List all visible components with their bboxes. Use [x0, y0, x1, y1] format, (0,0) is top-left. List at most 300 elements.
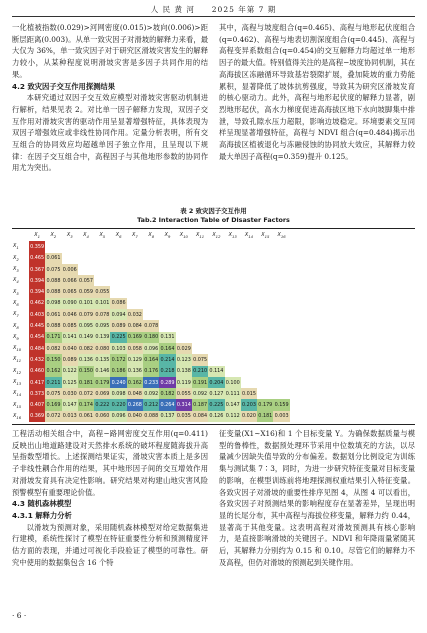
q-value-cell: 0.123: [176, 354, 192, 365]
table-row: [12, 399, 290, 410]
empty-cell: [257, 275, 273, 286]
empty-cell: [127, 275, 143, 286]
q-value-cell: 0.218: [159, 366, 175, 377]
empty-cell: [208, 343, 224, 354]
q-value-cell: 0.129: [127, 354, 143, 365]
q-value-cell: 0.147: [225, 399, 241, 410]
q-value-cell: 0.079: [78, 309, 94, 320]
empty-cell: [225, 309, 241, 320]
empty-cell: [143, 253, 159, 264]
table-row: [12, 411, 290, 422]
q-value-cell: 0.150: [45, 354, 61, 365]
empty-cell: [225, 275, 241, 286]
q-value-cell: 0.088: [45, 286, 61, 297]
empty-cell: [143, 298, 159, 309]
empty-cell: [78, 253, 94, 264]
table-row: [12, 343, 290, 354]
column-header: $X_5$: [99, 232, 106, 240]
row-header: $X_{15}$: [13, 401, 22, 409]
q-value-cell: 0.078: [94, 309, 110, 320]
q-value-cell: 0.454: [29, 332, 45, 343]
q-value-cell: 0.465: [29, 253, 45, 264]
empty-cell: [176, 253, 192, 264]
row-header: $X_{12}$: [13, 367, 22, 375]
matrix-corner: [12, 230, 29, 241]
empty-cell: [159, 241, 175, 252]
column-header: $X_7$: [132, 232, 138, 240]
q-value-cell: 0.141: [62, 332, 78, 343]
empty-cell: [273, 388, 289, 399]
empty-cell: [273, 343, 289, 354]
q-value-cell: 0.082: [45, 343, 61, 354]
q-value-cell: 0.222: [94, 399, 110, 410]
q-value-cell: 0.075: [45, 264, 61, 275]
empty-cell: [176, 309, 192, 320]
row-header: $X_8$: [13, 322, 19, 330]
empty-cell: [159, 309, 175, 320]
empty-cell: [257, 388, 273, 399]
table-row: [12, 275, 290, 286]
q-value-cell: 0.013: [62, 411, 78, 422]
column-header: $X_{10}$: [179, 232, 188, 240]
empty-cell: [273, 366, 289, 377]
column-header: $X_2$: [50, 232, 57, 240]
empty-cell: [143, 275, 159, 286]
empty-cell: [208, 264, 224, 275]
q-value-cell: 0.225: [208, 399, 224, 410]
q-value-cell: 0.127: [208, 388, 224, 399]
q-value-cell: 0.126: [208, 411, 224, 422]
q-value-cell: 0.407: [29, 399, 45, 410]
empty-cell: [257, 264, 273, 275]
row-header: $X_1$: [13, 243, 19, 251]
q-value-cell: 0.179: [257, 399, 273, 410]
table-caption-cn: 表 2 致灾因子交互作用: [180, 207, 247, 215]
row-header: $X_7$: [13, 311, 19, 319]
table-row: [12, 309, 290, 320]
empty-cell: [176, 241, 192, 252]
q-value-cell: 0.065: [62, 286, 78, 297]
empty-cell: [273, 332, 289, 343]
q-value-cell: 0.367: [29, 264, 45, 275]
empty-cell: [273, 309, 289, 320]
q-value-cell: 0.040: [127, 411, 143, 422]
q-value-cell: 0.136: [127, 366, 143, 377]
q-value-cell: 0.103: [110, 343, 126, 354]
empty-cell: [110, 241, 126, 252]
q-value-cell: 0.162: [127, 377, 143, 388]
q-value-cell: 0.122: [62, 366, 78, 377]
row-header: $X_6$: [13, 299, 19, 307]
row-header: $X_{11}$: [13, 356, 22, 364]
q-value-cell: 0.174: [78, 399, 94, 410]
empty-cell: [127, 241, 143, 252]
empty-cell: [273, 298, 289, 309]
column-header: $X_{12}$: [212, 232, 221, 240]
empty-cell: [159, 264, 175, 275]
column-header: $X_{15}$: [261, 232, 270, 240]
column-header: $X_3$: [66, 232, 73, 240]
q-value-cell: 0.203: [241, 399, 257, 410]
q-value-cell: 0.210: [192, 366, 208, 377]
q-value-cell: 0.078: [143, 320, 159, 331]
q-value-cell: 0.462: [29, 298, 45, 309]
empty-cell: [225, 366, 241, 377]
q-value-cell: 0.150: [78, 366, 94, 377]
paragraph: 本研究通过双因子交互效应模型对滑坡灾害驱动机制进行解析，结果见表 2。对比单一因子解释力发现，双因子交互作用对滑坡灾害的驱动作用呈显著增强特征，具体表现为双因子增强效应或非线性协同作用。定量分析表明，所有交互组合的协同效应均超越单因子独立作用，且呈现以下规律：在因子交互组合中，高程因子与其他地形参数的协同作用尤为突出。: [12, 93, 208, 173]
q-value-cell: 0.072: [78, 388, 94, 399]
table-row: [12, 366, 290, 377]
q-value-cell: 0.055: [176, 388, 192, 399]
empty-cell: [225, 320, 241, 331]
q-value-cell: 0.204: [208, 377, 224, 388]
empty-cell: [225, 332, 241, 343]
empty-cell: [192, 332, 208, 343]
empty-cell: [94, 275, 110, 286]
empty-cell: [176, 264, 192, 275]
empty-cell: [127, 286, 143, 297]
empty-cell: [62, 253, 78, 264]
empty-cell: [208, 320, 224, 331]
empty-cell: [257, 354, 273, 365]
q-value-cell: 0.015: [241, 388, 257, 399]
table-caption-en: Tab.2 Interaction Table of Disaster Factors: [137, 216, 290, 224]
table-row: [12, 388, 290, 399]
q-value-cell: 0.225: [110, 332, 126, 343]
section-heading-4-2: 4.2 致灾因子交互作用探测结果: [12, 81, 116, 91]
column-header: $X_{16}$: [277, 232, 286, 240]
empty-cell: [257, 366, 273, 377]
empty-cell: [257, 332, 273, 343]
q-value-cell: 0.061: [45, 309, 61, 320]
q-value-cell: 0.186: [110, 366, 126, 377]
empty-cell: [176, 332, 192, 343]
right-column-bottom: [219, 428, 415, 568]
empty-cell: [110, 264, 126, 275]
q-value-cell: 0.098: [110, 388, 126, 399]
q-value-cell: 0.264: [159, 399, 175, 410]
q-value-cell: 0.149: [78, 332, 94, 343]
empty-cell: [176, 298, 192, 309]
q-value-cell: 0.006: [62, 264, 78, 275]
empty-cell: [159, 320, 175, 331]
row-header: $X_2$: [13, 254, 19, 262]
q-value-cell: 0.090: [62, 298, 78, 309]
empty-cell: [257, 320, 273, 331]
header-rule: [12, 16, 415, 17]
table-row: [12, 354, 290, 365]
table-row: [12, 286, 290, 297]
empty-cell: [176, 275, 192, 286]
paragraph: 一化植被指数(0.029)>河网密度(0.015)>坡向(0.006)>距断层距离(0.003)。从单一致灾因子对滑坡的解释力来看，最大仅为 36%，单一致灾因子对于研究区滑坡灾害发生的解释力较小，从某种程度说明滑坡灾害是多因子共同作用的结果。: [12, 23, 208, 79]
q-value-cell: 0.214: [159, 354, 175, 365]
empty-cell: [127, 298, 143, 309]
page-number: · 6 ·: [12, 611, 27, 620]
empty-cell: [159, 298, 175, 309]
q-value-cell: 0.369: [29, 411, 45, 422]
q-value-cell: 0.095: [94, 320, 110, 331]
empty-cell: [176, 286, 192, 297]
q-value-cell: 0.061: [45, 253, 61, 264]
empty-cell: [192, 275, 208, 286]
column-header: $X_4$: [83, 232, 89, 240]
row-header: $X_{14}$: [13, 390, 22, 398]
q-value-cell: 0.169: [127, 332, 143, 343]
empty-cell: [192, 320, 208, 331]
q-value-cell: 0.086: [110, 298, 126, 309]
empty-cell: [159, 286, 175, 297]
q-value-cell: 0.181: [78, 377, 94, 388]
q-value-cell: 0.131: [159, 332, 175, 343]
empty-cell: [192, 241, 208, 252]
q-value-cell: 0.191: [192, 377, 208, 388]
q-value-cell: 0.101: [94, 298, 110, 309]
q-value-cell: 0.139: [94, 332, 110, 343]
row-header: $X_{16}$: [13, 412, 22, 420]
q-value-cell: 0.119: [176, 377, 192, 388]
q-value-cell: 0.029: [176, 343, 192, 354]
empty-cell: [225, 286, 241, 297]
q-value-cell: 0.057: [78, 275, 94, 286]
q-value-cell: 0.179: [94, 377, 110, 388]
empty-cell: [241, 264, 257, 275]
q-value-cell: 0.048: [127, 388, 143, 399]
issue-label: 2025 年第 7 期: [211, 5, 277, 14]
interaction-matrix: [12, 230, 290, 422]
q-value-cell: 0.394: [29, 286, 45, 297]
paragraph: 工程活动相关组合中，高程−路网密度交互作用(q=0.411)反映出山地道路建设对天然排水系统的破坏程度随海拔升高呈指数型增长。上述探测结果证实，滑坡灾害本质上是多因子非线性耦合作用的结果，其中地形因子间的交互增效作用对滑坡发育具有决定性影响。研究结果对构建山地灾害风险预警模型有重要理论价值。: [12, 429, 208, 497]
q-value-cell: 0.268: [127, 399, 143, 410]
row-header: $X_{13}$: [13, 379, 22, 386]
q-value-cell: 0.061: [78, 411, 94, 422]
q-value-cell: 0.162: [45, 366, 61, 377]
empty-cell: [192, 309, 208, 320]
q-value-cell: 0.060: [94, 411, 110, 422]
empty-cell: [241, 241, 257, 252]
empty-cell: [208, 298, 224, 309]
empty-cell: [208, 309, 224, 320]
empty-cell: [110, 275, 126, 286]
q-value-cell: 0.040: [62, 343, 78, 354]
row-header: $X_{10}$: [13, 345, 22, 353]
empty-cell: [273, 354, 289, 365]
empty-cell: [225, 343, 241, 354]
empty-cell: [241, 343, 257, 354]
column-header: $X_6$: [115, 232, 122, 240]
q-value-cell: 0.112: [225, 411, 241, 422]
q-value-cell: 0.432: [29, 354, 45, 365]
q-value-cell: 0.096: [110, 411, 126, 422]
q-value-cell: 0.171: [45, 332, 61, 343]
q-value-cell: 0.101: [78, 298, 94, 309]
empty-cell: [159, 253, 175, 264]
q-value-cell: 0.172: [110, 354, 126, 365]
q-value-cell: 0.084: [127, 320, 143, 331]
q-value-cell: 0.075: [45, 388, 61, 399]
empty-cell: [62, 241, 78, 252]
q-value-cell: 0.135: [94, 354, 110, 365]
empty-cell: [273, 286, 289, 297]
empty-cell: [257, 377, 273, 388]
empty-cell: [241, 275, 257, 286]
empty-cell: [94, 241, 110, 252]
q-value-cell: 0.359: [29, 241, 45, 252]
table-row: [12, 332, 290, 343]
table-row: [12, 298, 290, 309]
q-value-cell: 0.075: [192, 354, 208, 365]
empty-cell: [78, 241, 94, 252]
empty-cell: [225, 298, 241, 309]
row-header: $X_5$: [13, 288, 19, 296]
q-value-cell: 0.314: [176, 399, 192, 410]
column-header: $X_8$: [148, 232, 155, 240]
empty-cell: [192, 343, 208, 354]
empty-cell: [273, 377, 289, 388]
q-value-cell: 0.088: [45, 320, 61, 331]
q-value-cell: 0.092: [192, 388, 208, 399]
q-value-cell: 0.094: [110, 309, 126, 320]
column-header: $X_{11}$: [196, 232, 205, 240]
empty-cell: [225, 241, 241, 252]
empty-cell: [192, 286, 208, 297]
q-value-cell: 0.066: [62, 275, 78, 286]
q-value-cell: 0.046: [62, 309, 78, 320]
q-value-cell: 0.176: [143, 366, 159, 377]
q-value-cell: 0.089: [110, 320, 126, 331]
q-value-cell: 0.111: [225, 388, 241, 399]
section-heading-4-3: 4.3 随机森林模型: [12, 499, 72, 509]
q-value-cell: 0.164: [143, 354, 159, 365]
table-row: [12, 253, 290, 264]
column-header: $X_{14}$: [244, 232, 254, 240]
empty-cell: [273, 241, 289, 252]
q-value-cell: 0.212: [143, 399, 159, 410]
empty-cell: [257, 298, 273, 309]
empty-cell: [257, 241, 273, 252]
left-column-top: [12, 22, 208, 174]
q-value-cell: 0.069: [94, 388, 110, 399]
empty-cell: [94, 264, 110, 275]
table-row: [12, 241, 290, 252]
q-value-cell: 0.100: [225, 377, 241, 388]
empty-cell: [192, 264, 208, 275]
row-header: $X_3$: [13, 266, 19, 274]
empty-cell: [192, 298, 208, 309]
empty-cell: [225, 354, 241, 365]
empty-cell: [241, 320, 257, 331]
empty-cell: [176, 320, 192, 331]
empty-cell: [241, 377, 257, 388]
column-header: $X_{13}$: [228, 232, 237, 240]
empty-cell: [208, 354, 224, 365]
empty-cell: [127, 253, 143, 264]
empty-cell: [257, 253, 273, 264]
empty-cell: [143, 286, 159, 297]
paragraph: 以滑坡为预测对象，采用随机森林模型对给定数据集进行建模，系统性探讨了模型在特征重要性分析和预测精度评估方面的表现，并通过可视化手段验证了模型的可靠性。研究中使用的数据集包含 16 个特: [12, 522, 208, 567]
empty-cell: [241, 332, 257, 343]
empty-cell: [257, 343, 273, 354]
q-value-cell: 0.187: [192, 399, 208, 410]
q-value-cell: 0.080: [94, 343, 110, 354]
q-value-cell: 0.059: [78, 286, 94, 297]
empty-cell: [45, 241, 61, 252]
q-value-cell: 0.058: [127, 343, 143, 354]
running-header: [0, 4, 427, 15]
empty-cell: [241, 253, 257, 264]
table-row: [12, 320, 290, 331]
empty-cell: [225, 264, 241, 275]
q-value-cell: 0.147: [62, 399, 78, 410]
empty-cell: [208, 241, 224, 252]
journal-name: 人 民 黄 河: [150, 5, 195, 14]
q-value-cell: 0.088: [45, 275, 61, 286]
q-value-cell: 0.055: [94, 286, 110, 297]
section-heading-4-3-1: 4.3.1 解释力分析: [12, 510, 72, 520]
empty-cell: [208, 275, 224, 286]
q-value-cell: 0.445: [29, 320, 45, 331]
empty-cell: [143, 264, 159, 275]
empty-cell: [273, 320, 289, 331]
q-value-cell: 0.095: [78, 320, 94, 331]
column-header: $X_1$: [34, 232, 41, 240]
q-value-cell: 0.182: [159, 388, 175, 399]
empty-cell: [241, 286, 257, 297]
q-value-cell: 0.125: [62, 377, 78, 388]
q-value-cell: 0.180: [143, 332, 159, 343]
q-value-cell: 0.030: [62, 388, 78, 399]
table-top-rule: [12, 228, 415, 229]
row-header: $X_4$: [13, 277, 19, 285]
row-header: $X_9$: [13, 333, 19, 341]
empty-cell: [208, 286, 224, 297]
paragraph: 征变量(X1~X16)和 1 个目标变量 Y。为确保数据质量与模型的鲁棒性，数据预处理环节采用中位数填充的方法，以尽量减少因缺失值导致的分布偏差。数据划分比例设定为训练集与测试集 7∶3，同时，为进一步研究特征变量对目标变量的影响，在模型训练前将地理探测权重结果引入特征变量。各致灾因子对滑坡的重要性排序见图 4，从图 4 可以看出，各致灾因子对预测结果的影响程度存在显著差异，呈现出明显的长尾分布，其中高程与海拔位移变量，解释力约 0.44，显著高于其他变量。这表明高程对滑坡预测具有核心影响力，是直接影响滑坡的关键因子。NDVI 和年降雨量紧随其后，其解释力分别约为 0.15 和 0.10。尽管它们的解释力不及高程，但仍对滑坡的预测起到关键作用。: [219, 429, 415, 567]
empty-cell: [257, 286, 273, 297]
column-header: $X_9$: [164, 232, 171, 240]
q-value-cell: 0.136: [78, 354, 94, 365]
paragraph: 其中，高程与坡度组合(q=0.465)、高程与地形起伏度组合(q=0.462)、高程与地表切割深度组合(q=0.445)、高程与高程变异系数组合(q=0.454)的交互解释力均超过单一地形因子的最大值。特别值得关注的是高程−坡度协同机制，其在高海拔区冻融循环导致基岩裂隙扩展，叠加陡坡的重力势能累积，显著降低了坡体抗剪强度，导致其为研究区滑坡发育的核心驱动力。此外，高程与地形起伏度的解释力显著，剧烈地形起伏，高水力梯度促进高海拔区地下水向坡脚集中排泄，导致孔隙水压力超限，影响边坡稳定。环境要素交互同样呈现显著增强特征，高程与 NDVI 组合(q=0.484)揭示出高海拔区植被退化与冻融侵蚀的协同放大效应，其解释力较最大单因子高程(q=0.359)提升 0.125。: [219, 23, 415, 161]
empty-cell: [143, 241, 159, 252]
q-value-cell: 0.233: [143, 377, 159, 388]
q-value-cell: 0.098: [45, 298, 61, 309]
q-value-cell: 0.394: [29, 275, 45, 286]
q-value-cell: 0.373: [29, 388, 45, 399]
q-value-cell: 0.289: [159, 377, 175, 388]
q-value-cell: 0.114: [208, 366, 224, 377]
q-value-cell: 0.169: [45, 399, 61, 410]
matrix-header-row: [12, 230, 290, 241]
empty-cell: [110, 286, 126, 297]
q-value-cell: 0.072: [45, 411, 61, 422]
table-bottom-rule: [12, 424, 415, 425]
q-value-cell: 0.020: [241, 411, 257, 422]
empty-cell: [78, 264, 94, 275]
empty-cell: [110, 253, 126, 264]
q-value-cell: 0.084: [192, 411, 208, 422]
q-value-cell: 0.484: [29, 343, 45, 354]
q-value-cell: 0.096: [143, 343, 159, 354]
q-value-cell: 0.137: [159, 411, 175, 422]
empty-cell: [241, 354, 257, 365]
empty-cell: [273, 275, 289, 286]
q-value-cell: 0.092: [143, 388, 159, 399]
q-value-cell: 0.032: [127, 309, 143, 320]
empty-cell: [159, 275, 175, 286]
empty-cell: [257, 309, 273, 320]
empty-cell: [192, 253, 208, 264]
q-value-cell: 0.417: [29, 377, 45, 388]
empty-cell: [241, 298, 257, 309]
right-column-top: [219, 22, 415, 162]
